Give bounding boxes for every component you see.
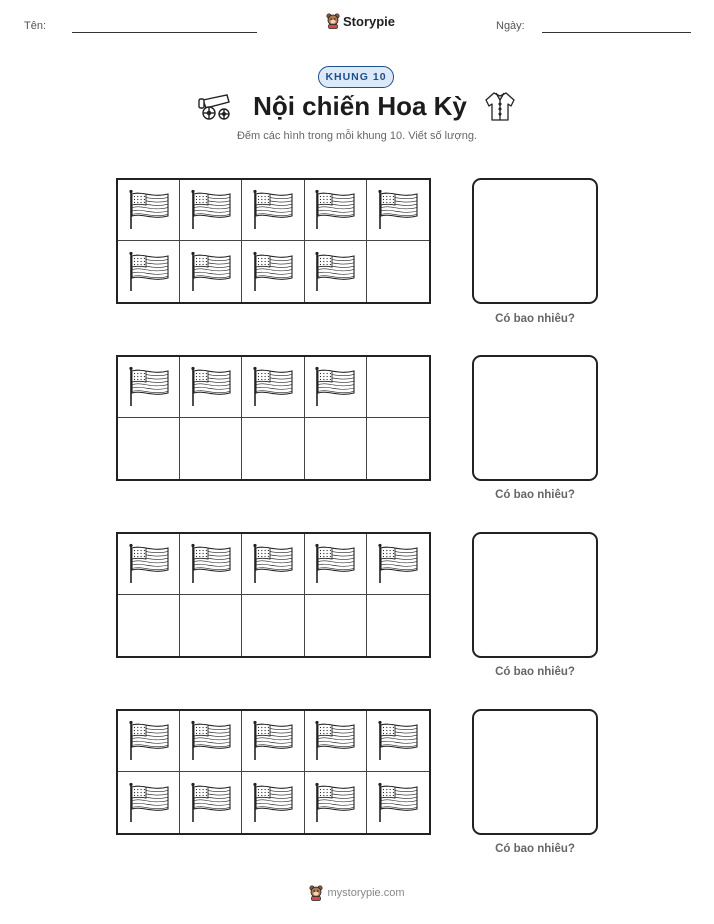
answer-box-4[interactable] (472, 709, 598, 835)
us-flag-icon (189, 251, 233, 293)
ten-frame-cell (180, 711, 242, 772)
us-flag-icon (313, 782, 357, 824)
ten-frame-1 (116, 178, 431, 304)
us-flag-icon (313, 543, 357, 585)
us-flag-icon (127, 251, 171, 293)
ten-frame-cell (367, 180, 429, 241)
us-flag-icon (127, 366, 171, 408)
ten-frame-cell (367, 357, 429, 418)
ten-frame-cell (305, 180, 367, 241)
name-label: Tên: (24, 20, 47, 32)
ten-frame-cell (118, 357, 180, 418)
ten-frame-cell (118, 534, 180, 595)
us-flag-icon (189, 189, 233, 231)
us-flag-icon (376, 543, 420, 585)
ten-frame-cell (180, 357, 242, 418)
ten-frame-cell (118, 595, 180, 656)
us-flag-icon (189, 366, 233, 408)
ten-frame-cell (367, 711, 429, 772)
us-flag-icon (313, 720, 357, 762)
ten-frame-cell (118, 711, 180, 772)
answer-prompt-4: Có bao nhiêu? (495, 843, 575, 855)
us-flag-icon (313, 251, 357, 293)
us-flag-icon (127, 543, 171, 585)
ten-frame-cell (242, 772, 304, 833)
ten-frame-cell (305, 711, 367, 772)
answer-prompt-3: Có bao nhiêu? (495, 666, 575, 678)
ten-frame-cell (180, 180, 242, 241)
footer-url: mystorypie.com (327, 887, 405, 899)
us-flag-icon (376, 189, 420, 231)
ten-frame-cell (180, 241, 242, 302)
answer-box-2[interactable] (472, 355, 598, 481)
us-flag-icon (251, 720, 295, 762)
brand-name: Storypie (343, 13, 396, 29)
answer-box-1[interactable] (472, 178, 598, 304)
ten-frame-cell (242, 711, 304, 772)
ten-frame-cell (305, 772, 367, 833)
us-flag-icon (189, 720, 233, 762)
instructions: Đếm các hình trong mỗi khung 10. Viết số lượng. (236, 130, 477, 142)
date-line[interactable] (542, 32, 691, 33)
title-row (0, 88, 714, 124)
ten-frame-cell (367, 534, 429, 595)
ten-frame-cell (305, 595, 367, 656)
us-flag-icon (313, 189, 357, 231)
ten-frame-cell (242, 534, 304, 595)
ten-frame-cell (180, 595, 242, 656)
answer-prompt-2: Có bao nhiêu? (495, 489, 575, 501)
us-flag-icon (251, 251, 295, 293)
ten-frame-cell (180, 418, 242, 479)
us-flag-icon (376, 720, 420, 762)
us-flag-icon (127, 189, 171, 231)
ten-frame-cell (242, 241, 304, 302)
us-flag-icon (251, 189, 295, 231)
us-flag-icon (127, 782, 171, 824)
ten-frame-4 (116, 709, 431, 835)
us-flag-icon (189, 543, 233, 585)
ten-frame-2 (116, 355, 431, 481)
ten-frame-cell (305, 418, 367, 479)
answer-box-3[interactable] (472, 532, 598, 658)
ten-frame-cell (242, 180, 304, 241)
ten-frame-cell (180, 534, 242, 595)
ten-frame-cell (242, 418, 304, 479)
bear-mascot-icon (309, 885, 323, 901)
ten-frame-cell (180, 772, 242, 833)
us-flag-icon (251, 543, 295, 585)
ten-frame-cell (367, 772, 429, 833)
ten-frame-cell (305, 534, 367, 595)
us-flag-icon (251, 782, 295, 824)
worksheet-type-badge: KHUNG 10 (318, 66, 394, 88)
us-flag-icon (127, 720, 171, 762)
ten-frame-cell (305, 241, 367, 302)
ten-frame-3 (116, 532, 431, 658)
us-flag-icon (313, 366, 357, 408)
footer (0, 885, 714, 901)
page-title: Nội chiến Hoa Kỳ (253, 90, 467, 121)
us-flag-icon (189, 782, 233, 824)
uniform-shirt-icon (483, 90, 517, 122)
ten-frame-cell (118, 241, 180, 302)
ten-frame-cell (367, 241, 429, 302)
answer-prompt-1: Có bao nhiêu? (495, 313, 575, 325)
bear-mascot-icon (326, 13, 340, 29)
ten-frame-cell (242, 357, 304, 418)
us-flag-icon (251, 366, 295, 408)
cannon-icon (197, 91, 237, 121)
ten-frame-cell (118, 418, 180, 479)
ten-frame-cell (242, 595, 304, 656)
name-line[interactable] (72, 32, 257, 33)
ten-frame-cell (118, 180, 180, 241)
ten-frame-cell (367, 418, 429, 479)
brand-logo (326, 13, 395, 29)
ten-frame-cell (305, 357, 367, 418)
date-label: Ngày: (496, 20, 525, 32)
us-flag-icon (376, 782, 420, 824)
ten-frame-cell (367, 595, 429, 656)
ten-frame-cell (118, 772, 180, 833)
